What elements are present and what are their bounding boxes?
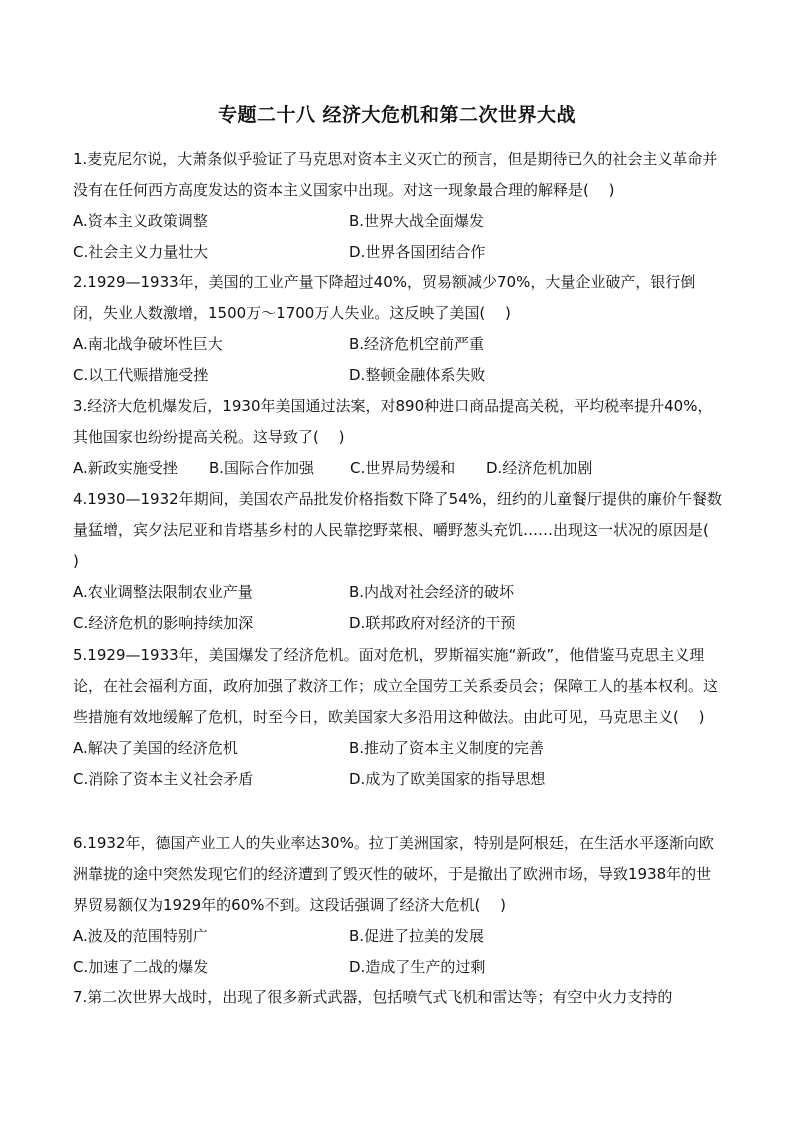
option-b: B.世界大战全面爆发 [349, 212, 485, 230]
question-stem: 4.1930—1932年期间，美国农产品批发价格指数下降了54%，纽约的儿童餐厅提供的廉价午餐数量猛增，宾夕法尼亚和肯塔基乡村的人民靠挖野菜根、嚼野葱头充饥……出现这一状况的原因是( ) [73, 490, 729, 570]
question-3 [73, 391, 723, 484]
options-row [73, 360, 723, 391]
option-c: C.加速了二战的爆发 [73, 958, 209, 976]
option-a: A.波及的范围特别广 [73, 927, 208, 945]
question-6 [73, 828, 723, 983]
option-c: C.消除了资本主义社会矛盾 [73, 770, 254, 788]
options-row [73, 733, 723, 764]
options-row [73, 921, 723, 952]
question-2 [73, 267, 723, 391]
option-c: C.世界局势缓和 [350, 459, 456, 477]
question-stem: 5.1929—1933年，美国爆发了经济危机。面对危机，罗斯福实施“新政”，他借鉴马克思主义理论，在社会福利方面，政府加强了救济工作；成立全国劳工关系委员会；保障工人的基本权利。这些措施有效地缓解了危机，时至今日，欧美国家大多沿用这种做法。由此可见，马克思主义( ) [73, 646, 719, 726]
options-row [73, 952, 723, 983]
option-a: A.资本主义政策调整 [73, 212, 208, 230]
option-d: D.经济危机加剧 [486, 459, 593, 477]
option-b: B.国际合作加强 [209, 459, 315, 477]
option-b: B.促进了拉美的发展 [349, 927, 485, 945]
options-row [73, 237, 723, 268]
question-5 [73, 640, 723, 795]
option-a: A.解决了美国的经济危机 [73, 739, 238, 757]
option-a: A.南北战争破坏性巨大 [73, 335, 223, 353]
question-stem: 1.麦克尼尔说，大萧条似乎验证了马克思对资本主义灭亡的预言，但是期待已久的社会主义革命并没有在任何西方高度发达的资本主义国家中出现。对这一现象最合理的解释是( ) [73, 150, 718, 199]
options-row [73, 329, 723, 360]
option-d: D.世界各国团结合作 [349, 243, 486, 261]
option-d: D.联邦政府对经济的干预 [349, 614, 516, 632]
option-d: D.造成了生产的过剩 [349, 958, 486, 976]
option-d: D.成为了欧美国家的指导思想 [349, 770, 546, 788]
option-c: C.以工代赈措施受挫 [73, 366, 209, 384]
option-b: B.内战对社会经济的破坏 [349, 583, 515, 601]
option-a: A.农业调整法限制农业产量 [73, 583, 253, 601]
question-stem: 3.经济大危机爆发后，1930年美国通过法案，对890种进口商品提高关税，平均税率提升40%，其他国家也纷纷提高关税。这导致了( ) [73, 397, 713, 446]
option-b: B.经济危机空前严重 [349, 335, 485, 353]
question-1 [73, 144, 723, 268]
option-a: A.新政实施受挫 [73, 459, 178, 477]
options-row [73, 206, 723, 237]
question-stem: 7.第二次世界大战时，出现了很多新式武器，包括喷气式飞机和雷达等；有空中火力支持的 [73, 988, 673, 1006]
question-4 [73, 484, 729, 639]
page-title: 专题二十八 经济大危机和第二次世界大战 [217, 104, 577, 126]
option-c: C.经济危机的影响持续加深 [73, 614, 254, 632]
question-stem: 2.1929—1933年，美国的工业产量下降超过40%，贸易额减少70%，大量企业破产，银行倒闭，失业人数激增，1500万～1700万人失业。这反映了美国( ) [73, 273, 696, 322]
options-row [73, 608, 723, 639]
option-d: D.整顿金融体系失败 [349, 366, 486, 384]
options-row [73, 453, 723, 484]
question-stem: 6.1932年，德国产业工人的失业率达30%。拉丁美洲国家，特别是阿根廷，在生活水平逐渐向欧洲靠拢的途中突然发现它们的经济遭到了毁灭性的破坏，于是撤出了欧洲市场，导致1938年的世界贸易额仅为1929年的60%不到。这段话强调了经济大危机( ) [73, 834, 714, 914]
question-7 [73, 982, 723, 1013]
options-row [73, 764, 723, 795]
options-row [73, 577, 723, 608]
option-c: C.社会主义力量壮大 [73, 243, 209, 261]
option-b: B.推动了资本主义制度的完善 [349, 739, 545, 757]
